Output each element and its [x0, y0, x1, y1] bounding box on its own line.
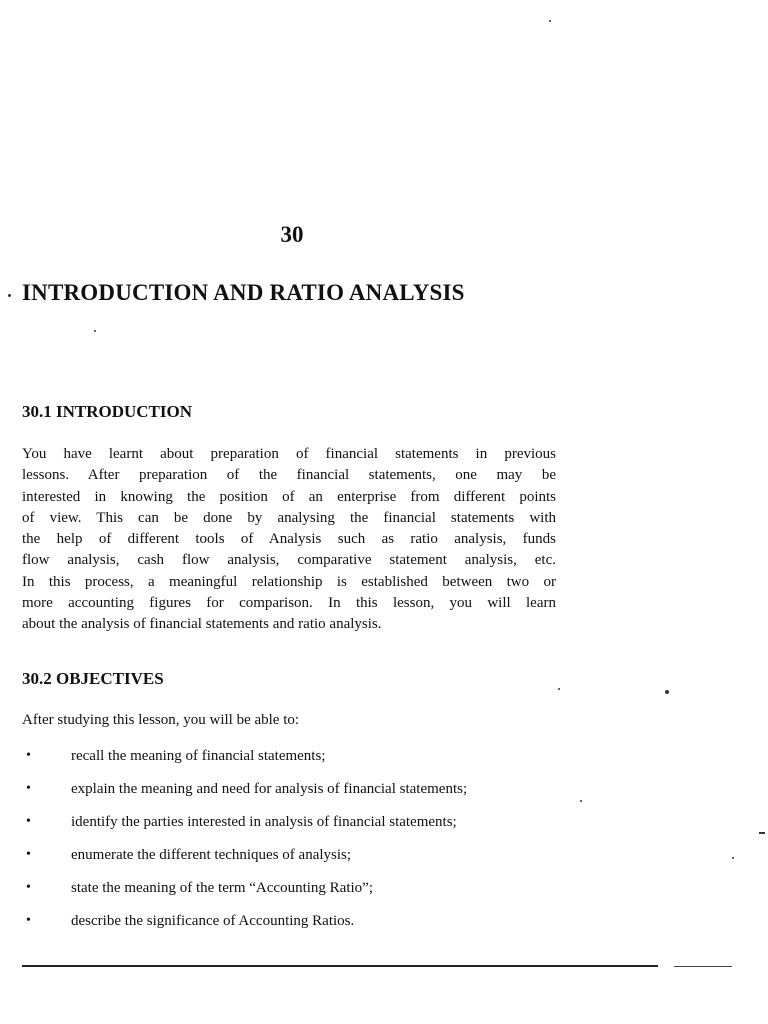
bullet-icon: • [26, 880, 31, 895]
paragraph-line: of view. This can be done by analysing the financial statements with [22, 509, 556, 526]
scan-speck [549, 20, 551, 22]
bullet-icon: • [26, 748, 31, 763]
list-item-text: state the meaning of the term “Accounting Ratio”; [71, 880, 373, 896]
list-item [22, 878, 582, 911]
scan-speck [8, 294, 11, 297]
paragraph-line: You have learnt about preparation of financial statements in previous [22, 446, 556, 462]
paragraph-line: interested in knowing the position of an enterprise from different points [22, 488, 556, 505]
section-heading-objectives: 30.2 OBJECTIVES [22, 669, 164, 688]
scan-speck [580, 800, 582, 802]
list-item-text: describe the significance of Accounting Ratios. [71, 913, 355, 929]
paragraph-line: In this process, a meaningful relationship is established between two or [22, 573, 556, 590]
introduction-paragraph [22, 444, 556, 636]
bullet-icon: • [26, 913, 31, 928]
chapter-number: 30 [280, 222, 304, 247]
paragraph-line: lessons. After preparation of the financial statements, one may be [22, 467, 556, 484]
list-item-text: enumerate the different techniques of analysis; [71, 847, 352, 863]
paragraph-line: flow analysis, cash flow analysis, comparative statement analysis, etc. [22, 552, 556, 569]
list-item [22, 845, 582, 878]
bullet-icon: • [26, 814, 31, 829]
footer-rule [22, 965, 658, 967]
objectives-list [22, 746, 582, 944]
list-item-text: identify the parties interested in analysis of financial statements; [71, 814, 457, 830]
objectives-intro: After studying this lesson, you will be able to: [22, 712, 300, 728]
scan-speck [94, 330, 96, 332]
bullet-icon: • [26, 781, 31, 796]
bullet-icon: • [26, 847, 31, 862]
list-item-text: recall the meaning of financial statements; [71, 748, 326, 764]
list-item [22, 911, 582, 944]
list-item [22, 746, 582, 779]
list-item [22, 812, 582, 845]
footer-rule-short [674, 966, 732, 967]
scan-speck [665, 690, 669, 694]
paragraph-line: more accounting figures for comparison. In this lesson, you will learn [22, 595, 556, 612]
scan-speck [759, 832, 765, 834]
paragraph-line: the help of different tools of Analysis such as ratio analysis, funds [22, 531, 556, 548]
list-item [22, 779, 582, 812]
section-heading-introduction: 30.1 INTRODUCTION [22, 402, 193, 421]
paragraph-line: about the analysis of financial statements and ratio analysis. [22, 616, 382, 633]
scan-speck [558, 688, 560, 690]
scan-speck [732, 857, 734, 859]
chapter-title: INTRODUCTION AND RATIO ANALYSIS [22, 280, 465, 305]
list-item-text: explain the meaning and need for analysis of financial statements; [71, 781, 468, 797]
